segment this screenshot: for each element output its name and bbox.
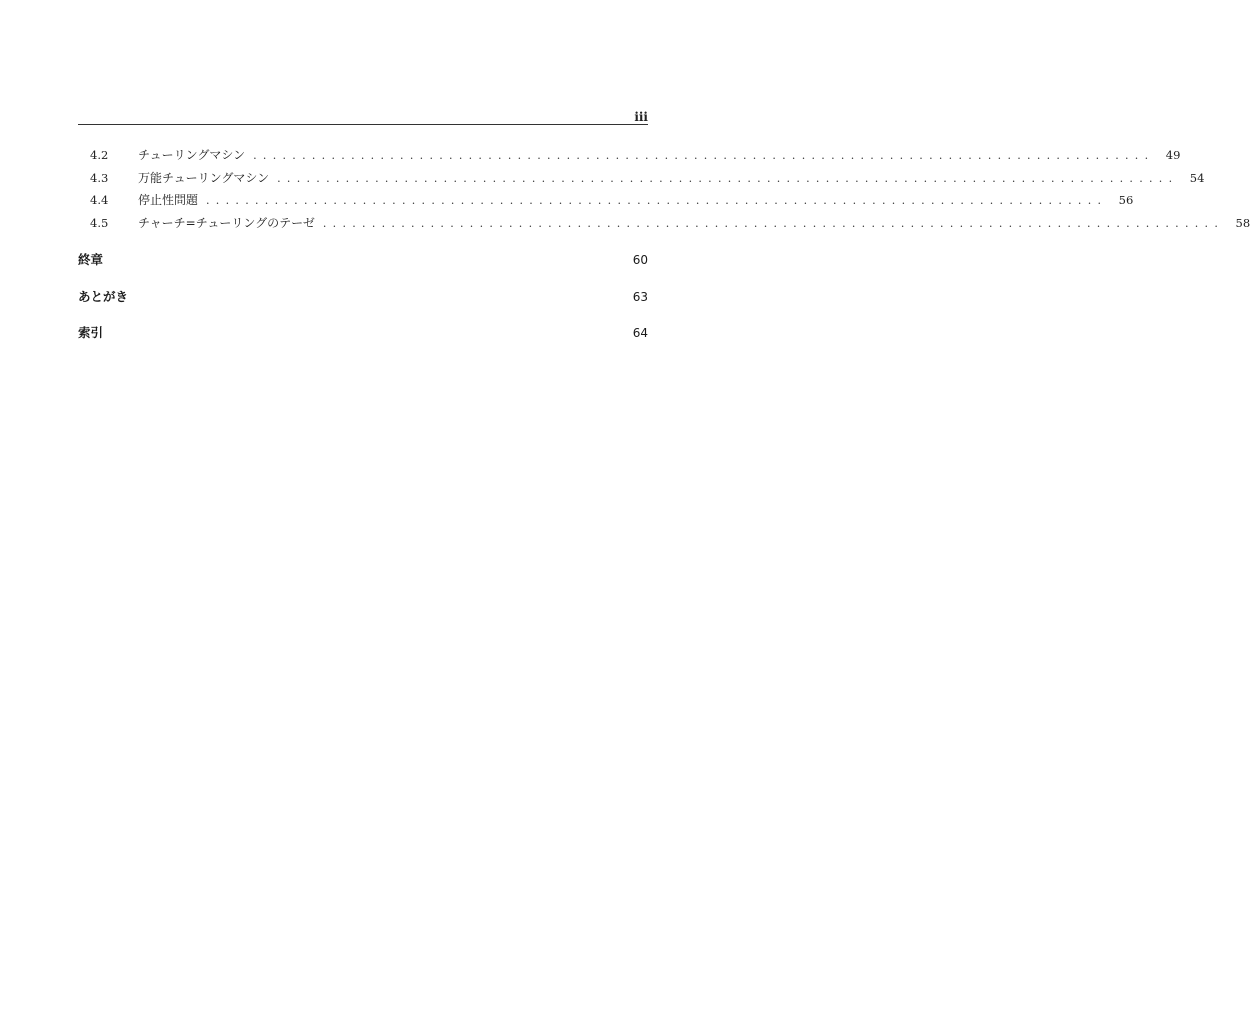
toc-chapter-index[interactable] [78,323,648,360]
section-page-number: 49 [1165,148,1181,162]
chapter-title: 索引 [78,325,104,340]
chapter-page-number: 64 [632,326,648,340]
chapter-title: あとがき [78,288,129,304]
chapter-page-number: 63 [632,289,648,304]
chapter-page-number: 60 [632,253,648,267]
toc-sections [90,146,1250,236]
page-header [78,108,648,125]
dot-leader: ............................................................................................ [206,194,1108,207]
section-page-number: 54 [1189,170,1205,185]
section-number: 4.2 [90,148,109,162]
toc-chapters [78,250,648,360]
toc-entry-4-4[interactable] [90,191,1134,214]
section-title: 万能チューリングマシン [138,170,270,185]
toc-chapter-afterword[interactable] [78,287,648,324]
section-title: チャーチ=チューリングのテーゼ [138,215,315,230]
chapter-title: 終章 [78,252,104,267]
section-page-number: 56 [1118,193,1134,207]
section-title: チューリングマシン [138,148,246,162]
dot-leader: ............................................................................................ [322,216,1225,230]
toc-entry-4-2[interactable] [90,146,1181,169]
section-number: 4.4 [90,193,109,207]
toc-chapter-epilogue[interactable] [78,250,648,287]
section-title: 停止性問題 [138,193,199,207]
section-page-number: 58 [1235,215,1250,230]
toc-entry-4-3[interactable] [90,169,1205,192]
toc-entry-4-5[interactable] [90,214,1250,237]
page-number: iii [634,110,648,124]
section-number: 4.5 [90,215,109,230]
section-number: 4.3 [90,170,109,185]
dot-leader: ............................................................................................ [253,149,1155,162]
dot-leader: ............................................................................................ [277,171,1179,185]
